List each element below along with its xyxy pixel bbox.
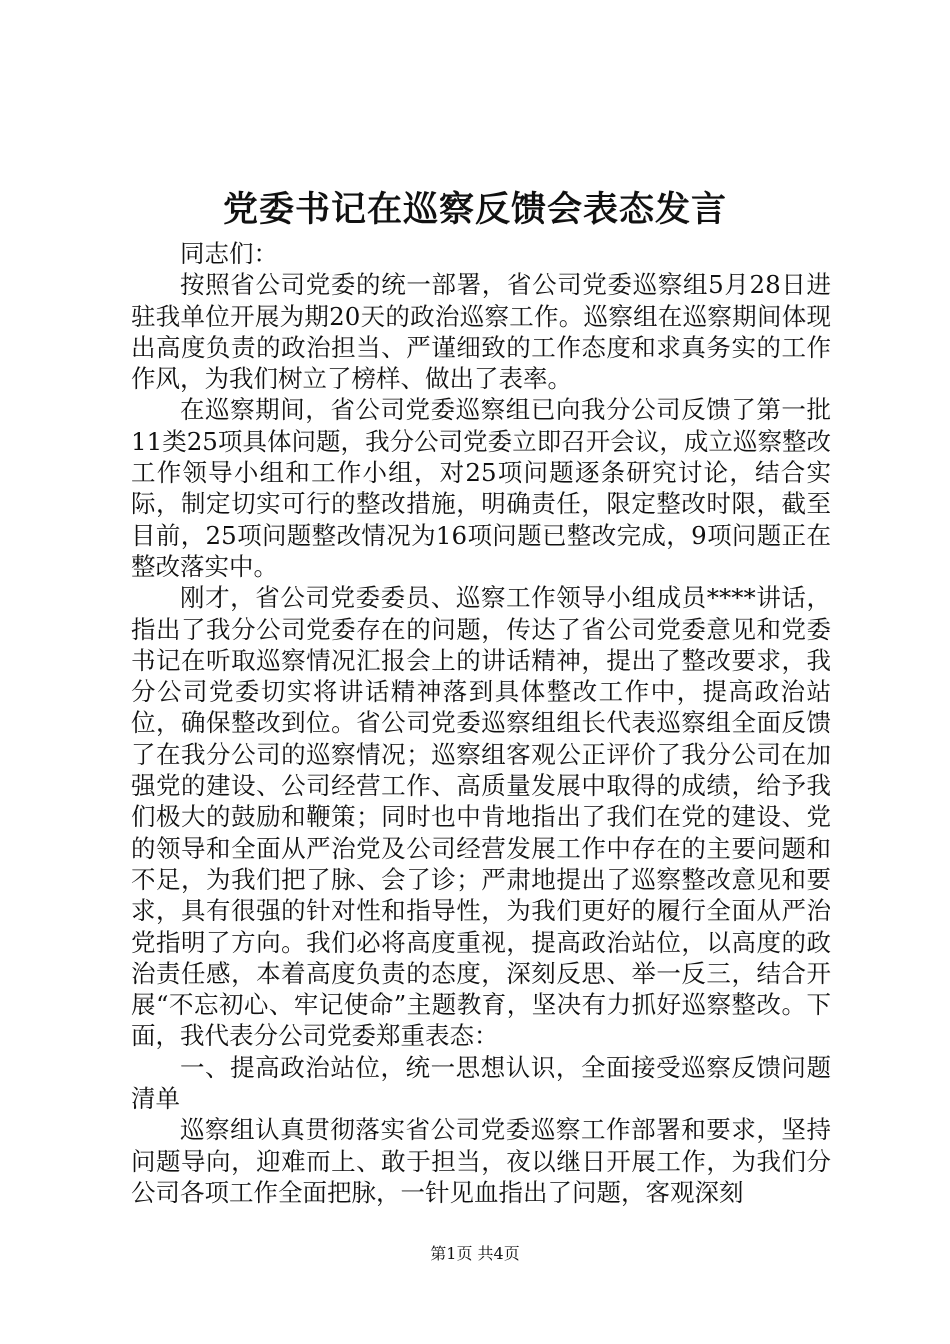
body-paragraph: 在巡察期间，省公司党委巡察组已向我分公司反馈了第一批11类25项具体问题，我分公司党委立即召开会议，成立巡察整改工作领导小组和工作小组，对25项问题逐条研究讨论，结合实际，制定切实可行的整改措施，明确责任，限定整改时限，截至目前，25项问题整改情况为16项问题已整改完成，9项问题正在整改落实中。 [131, 395, 831, 581]
body-paragraph: 刚才，省公司党委委员、巡察工作领导小组成员****讲话，指出了我分公司党委存在的问题，传达了省公司党委意见和党委书记在听取巡察情况汇报会上的讲话精神，提出了整改要求，我分公司党委切实将讲话精神落到具体整改工作中，提高政治站位，确保整改到位。省公司党委巡察组组长代表巡察组全面反馈了在我分公司的巡察情况；巡察组客观公正评价了我分公司在加强党的建设、公司经营工作、高质量发展中取得的成绩，给予我们极大的鼓励和鞭策；同时也中肯地指出了我们在党的建设、党的领导和全面从严治党及公司经营发展工作中存在的主要问题和不足，为我们把了脉、会了诊；严肃地提出了巡察整改意见和要求，具有很强的针对性和指导性，为我们更好的履行全面从严治党指明了方向。我们必将高度重视，提高政治站位，以高度的政治责任感，本着高度负责的态度，深刻反思、举一反三，结合开展“不忘初心、牢记使命”主题教育，坚决有力抓好巡察整改。下面，我代表分公司党委郑重表态： [131, 583, 831, 1051]
page-number-footer: 第1页 共4页 [430, 1244, 520, 1263]
salutation-paragraph: 同志们： [180, 239, 278, 268]
body-paragraph: 按照省公司党委的统一部署，省公司党委巡察组5月28日进驻我单位开展为期20天的政治巡察工作。巡察组在巡察期间体现出高度负责的政治担当、严谨细致的工作态度和求真务实的工作作风，为我们树立了榜样、做出了表率。 [131, 270, 831, 394]
document-body [131, 238, 831, 1208]
document-title: 党委书记在巡察反馈会表态发言 [222, 189, 727, 230]
body-paragraph: 巡察组认真贯彻落实省公司党委巡察工作部署和要求，坚持问题导向，迎难而上、敢于担当，夜以继日开展工作，为我们分公司各项工作全面把脉，一针见血指出了问题，客观深刻 [131, 1115, 831, 1207]
section-heading: 一、提高政治站位，统一思想认识，全面接受巡察反馈问题清单 [131, 1052, 831, 1114]
